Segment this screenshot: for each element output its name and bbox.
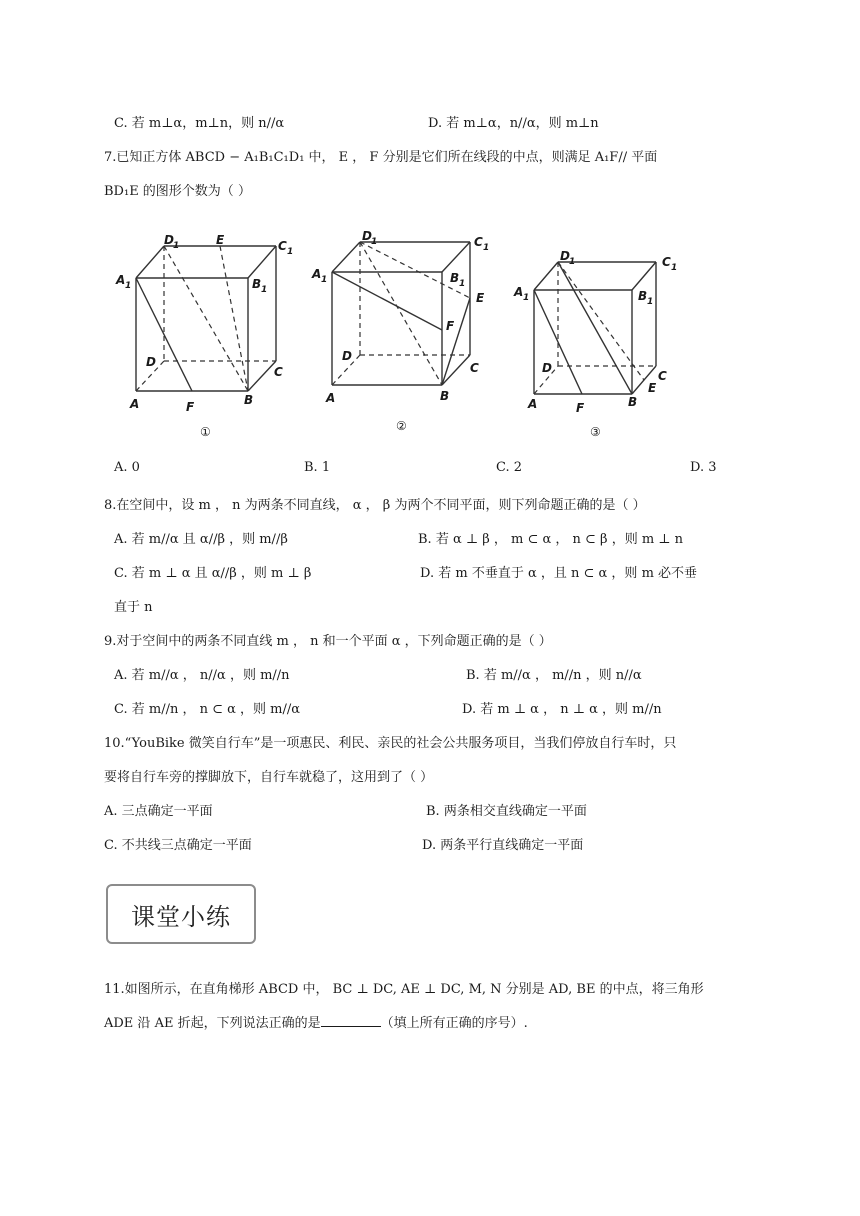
svg-text:C: C (274, 365, 283, 379)
svg-text:A: A (130, 397, 140, 411)
svg-text:1: 1 (125, 281, 132, 291)
q7-option-a: A. 0 (114, 460, 140, 475)
svg-text:C: C (470, 361, 479, 375)
svg-text:A: A (326, 391, 336, 405)
q8-stem: 8.在空间中，设 m ， n 为两条不同直线， α ， β 为两个不同平面，则下列命题正确的是（ ） (104, 498, 646, 513)
svg-text:1: 1 (459, 279, 466, 289)
section-title: 课堂小练 (131, 902, 231, 931)
svg-text:B: B (440, 389, 450, 403)
svg-text:1: 1 (569, 257, 576, 267)
svg-text:A: A (514, 285, 524, 299)
svg-text:C: C (474, 235, 483, 249)
cube-figure-2 (310, 220, 510, 444)
q8-option-b: B. 若 α ⊥ β ， m ⊂ α ， n ⊂ β ，则 m ⊥ n (418, 532, 684, 547)
svg-text:D: D (164, 233, 174, 247)
svg-text:A: A (116, 273, 126, 287)
q7-option-c: C. 2 (496, 460, 523, 475)
svg-text:①: ① (200, 425, 211, 439)
svg-text:1: 1 (173, 241, 180, 251)
svg-text:1: 1 (647, 297, 654, 307)
svg-text:B: B (244, 393, 254, 407)
svg-text:D: D (542, 361, 552, 375)
q7-stem-line2: BD₁E 的图形个数为（ ） (104, 184, 251, 199)
svg-text:D: D (362, 229, 372, 243)
q10-option-b: B. 两条相交直线确定一平面 (426, 804, 587, 819)
q9-option-c: C. 若 m//n ， n ⊂ α ，则 m//α (114, 702, 301, 717)
q9-option-b: B. 若 m//α ， m//n ，则 n//α (466, 668, 642, 683)
svg-text:1: 1 (671, 263, 678, 273)
q10-stem-line1: 10.“YouBike 微笑自行车”是一项惠民、利民、亲民的社会公共服务项目，当我们停放自行车时，只 (104, 736, 677, 751)
svg-text:1: 1 (287, 247, 294, 257)
q8-option-c: C. 若 m ⊥ α 且 α//β ，则 m ⊥ β (114, 566, 312, 581)
svg-text:1: 1 (321, 275, 328, 285)
svg-text:D: D (560, 249, 570, 263)
q9-option-a: A. 若 m//α ， n//α ，则 m//n (114, 668, 290, 683)
svg-text:E: E (648, 381, 657, 395)
svg-text:C: C (662, 255, 671, 269)
cube-figure-3 (510, 240, 710, 454)
svg-text:E: E (476, 291, 485, 305)
svg-text:1: 1 (523, 293, 530, 303)
section-title-box (106, 884, 256, 944)
q10-option-c: C. 不共线三点确定一平面 (104, 838, 252, 853)
q6-option-d: D. 若 m⊥α，n//α，则 m⊥n (428, 116, 599, 131)
answer-blank[interactable] (321, 1014, 381, 1027)
svg-text:1: 1 (483, 243, 490, 253)
svg-text:1: 1 (261, 285, 268, 295)
svg-text:C: C (278, 239, 287, 253)
svg-text:C: C (658, 369, 667, 383)
q11-stem-line2-b: （填上所有正确的序号）. (380, 1016, 528, 1031)
q10-stem-line2: 要将自行车旁的撑脚放下，自行车就稳了，这用到了（ ） (104, 770, 434, 785)
svg-text:A: A (528, 397, 538, 411)
svg-text:③: ③ (590, 425, 601, 439)
q11-stem-line1: 11.如图所示，在直角梯形 ABCD 中， BC ⊥ DC, AE ⊥ DC, M, N 分别是 AD, BE 的中点，将三角形 (104, 982, 704, 997)
q10-option-d: D. 两条平行直线确定一平面 (422, 838, 584, 853)
q11-stem-line2 (104, 1012, 528, 1031)
svg-text:A: A (312, 267, 322, 281)
q8-option-d-line1: D. 若 m 不垂直于 α ，且 n ⊂ α ，则 m 必不垂 (420, 566, 698, 581)
svg-text:E: E (216, 233, 225, 247)
svg-text:D: D (146, 355, 156, 369)
q6-option-c: C. 若 m⊥α，m⊥n，则 n//α (114, 116, 285, 131)
cube-figure-1 (112, 226, 312, 450)
svg-text:D: D (342, 349, 352, 363)
svg-text:F: F (186, 400, 195, 414)
q7-stem-line1: 7.已知正方体 ABCD − A₁B₁C₁D₁ 中， E ， F 分别是它们所在线段的中点，则满足 A₁F// 平面 (104, 150, 658, 165)
q8-option-a: A. 若 m//α 且 α//β ，则 m//β (114, 532, 288, 547)
svg-text:B: B (252, 277, 262, 291)
q7-option-b: B. 1 (304, 460, 331, 475)
q8-option-d-line2: 直于 n (114, 600, 153, 615)
q11-stem-line2-a: ADE 沿 AE 折起，下列说法正确的是 (104, 1016, 321, 1031)
svg-text:②: ② (396, 419, 407, 433)
q7-option-d: D. 3 (690, 460, 717, 475)
svg-text:1: 1 (371, 237, 378, 247)
q9-stem: 9.对于空间中的两条不同直线 m ， n 和一个平面 α ，下列命题正确的是（ ） (104, 634, 552, 649)
svg-text:B: B (628, 395, 638, 409)
q10-option-a: A. 三点确定一平面 (104, 804, 213, 819)
svg-text:F: F (576, 401, 585, 415)
svg-text:B: B (450, 271, 460, 285)
svg-text:B: B (638, 289, 648, 303)
q9-option-d: D. 若 m ⊥ α ， n ⊥ α ，则 m//n (462, 702, 662, 717)
svg-text:F: F (446, 319, 455, 333)
